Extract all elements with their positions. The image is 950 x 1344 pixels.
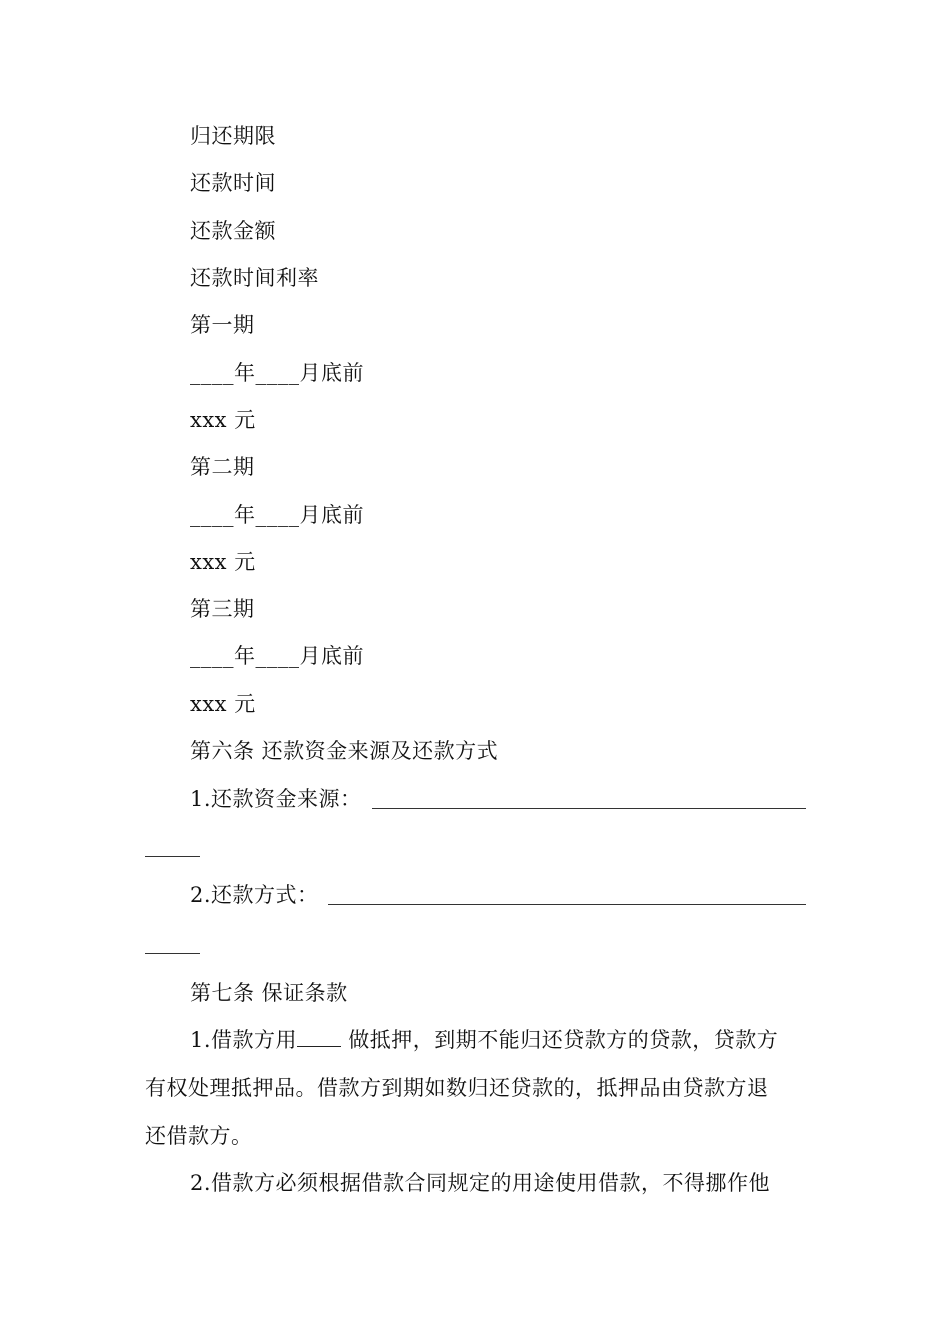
text-period-2-date: ____年____月底前	[190, 503, 364, 527]
text-art6-item1: 1.还款资金来源：	[190, 787, 362, 811]
text-period-1-date: ____年____月底前	[190, 361, 364, 385]
text-period-2: 第二期	[190, 455, 255, 479]
text-art7-item1-line1	[190, 1025, 778, 1055]
text-art7-item1-line2: 有权处理抵押品。借款方到期如数归还贷款的，抵押品由贷款方退	[145, 1076, 769, 1100]
text-period-1: 第一期	[190, 313, 255, 337]
fill-line-repay-method	[328, 904, 806, 905]
text-art7-item1-line3: 还借款方。	[145, 1124, 253, 1148]
text-period-3-date: ____年____月底前	[190, 644, 364, 668]
heading-article-7: 第七条 保证条款	[190, 981, 348, 1005]
text-period-2-amount: xxx 元	[190, 550, 256, 574]
fill-line-funding-source	[372, 808, 806, 809]
text-period-3: 第三期	[190, 597, 255, 621]
fill-line-repay-method-cont	[145, 953, 200, 954]
blank-collateral	[297, 1028, 341, 1047]
heading-article-6: 第六条 还款资金来源及还款方式	[190, 739, 499, 763]
text-art6-item2: 2.还款方式：	[190, 883, 319, 907]
text-art7-item1-part-b: 做抵押，到期不能归还贷款方的贷款，贷款方	[341, 1028, 779, 1052]
fill-line-funding-source-cont	[145, 856, 200, 857]
text-repay-time-rate: 还款时间利率	[190, 266, 319, 290]
text-art7-item1-part-a: 1.借款方用	[190, 1028, 298, 1052]
text-period-1-amount: xxx 元	[190, 408, 256, 432]
text-repay-deadline: 归还期限	[190, 124, 276, 148]
text-period-3-amount: xxx 元	[190, 692, 256, 716]
text-repay-amount: 还款金额	[190, 219, 276, 243]
text-art7-item2-line1: 2.借款方必须根据借款合同规定的用途使用借款，不得挪作他	[190, 1171, 771, 1195]
text-repay-time: 还款时间	[190, 171, 276, 195]
